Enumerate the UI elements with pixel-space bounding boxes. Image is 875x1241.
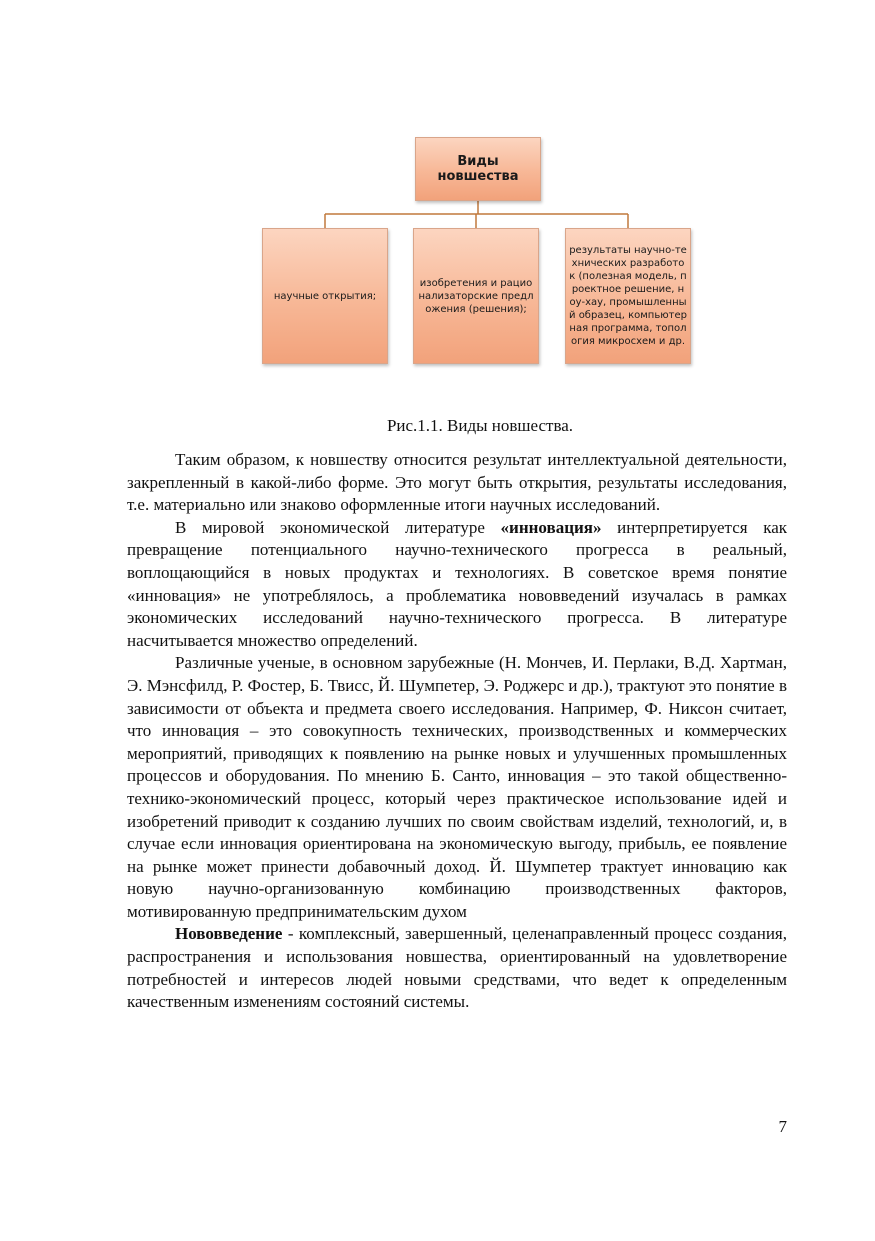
innovation-types-diagram — [262, 137, 694, 367]
diagram-child-label: изобретения и рационализаторские предложения (решения); — [418, 277, 534, 315]
term-novation: Нововведение — [175, 924, 283, 944]
paragraph: Нововведение - комплексный, завершенный, целенаправленный процесс создания, распространения и использования новшества, ориентированный на удовлетворение потребностей и интересов людей новыми средствами, что ведет к определенным качественным изменениям состояний системы. — [127, 924, 787, 1012]
diagram-child-label: результаты научно-технических разработок (полезная модель, проектное решение, ноу-хау, промышленный образец, компьютерная программа, топология микросхем и др. — [569, 245, 687, 347]
figure-caption: Рис.1.1. Виды новшества. — [386, 416, 574, 435]
term-innovation: «инновация» — [500, 517, 602, 537]
body-text — [127, 449, 787, 1014]
diagram-child-box-research-results — [565, 228, 691, 364]
page-number: 7 — [778, 1117, 787, 1136]
diagram-root-box — [415, 137, 541, 201]
diagram-root-label: Виды новшества — [437, 154, 519, 184]
paragraph: В мировой экономической литературе «инновация» интерпретируется как превращение потенциального научно-технического прогресса в реальный, воплощающийся в новых продуктах и технологиях. В советское время понятие «инновация» не употреблялось, а проблематика нововведений изучалась в рамках экономических исследований научно-технического прогресса. В литературе насчитывается множество определений. — [127, 517, 788, 650]
diagram-child-box-discoveries — [262, 228, 388, 364]
diagram-child-label: научные открытия; — [273, 290, 377, 302]
paragraph: Различные ученые, в основном зарубежные (Н. Мончев, И. Перлаки, В.Д. Хартман, Э. Мэнсфилд, Р. Фостер, Б. Твисс, Й. Шумпетер, Э. Роджерс и др.), трактуют это понятие в зависимости от объекта и предмета своего исследования. Например, Ф. Никсон считает, что инновация – это совокупность технических, производственных и коммерческих мероприятий, приводящих к появлению на рынке новых и улучшенных промышленных процессов и оборудования. По мнению Б. Санто, инновация – это такой общественно-технико-экономический процесс, который через практическое использование идей и изобретений приводит к созданию лучших по своим свойствам изделий, технологий, и, в случае если инновация ориентирована на экономическую выгоду, прибыль, ее появление на рынке может принести добавочный доход. Й. Шумпетер трактует инновацию как новую научно-организованную комбинацию производственных факторов, мотивированную предпринимательским духом — [127, 653, 787, 921]
paragraph: Таким образом, к новшеству относится результат интеллектуальной деятельности, закрепленный в какой-либо форме. Это могут быть открытия, результаты исследования, т.е. материально или знаково оформленные итоги научных исследований. — [127, 450, 787, 515]
diagram-child-box-inventions — [413, 228, 539, 364]
